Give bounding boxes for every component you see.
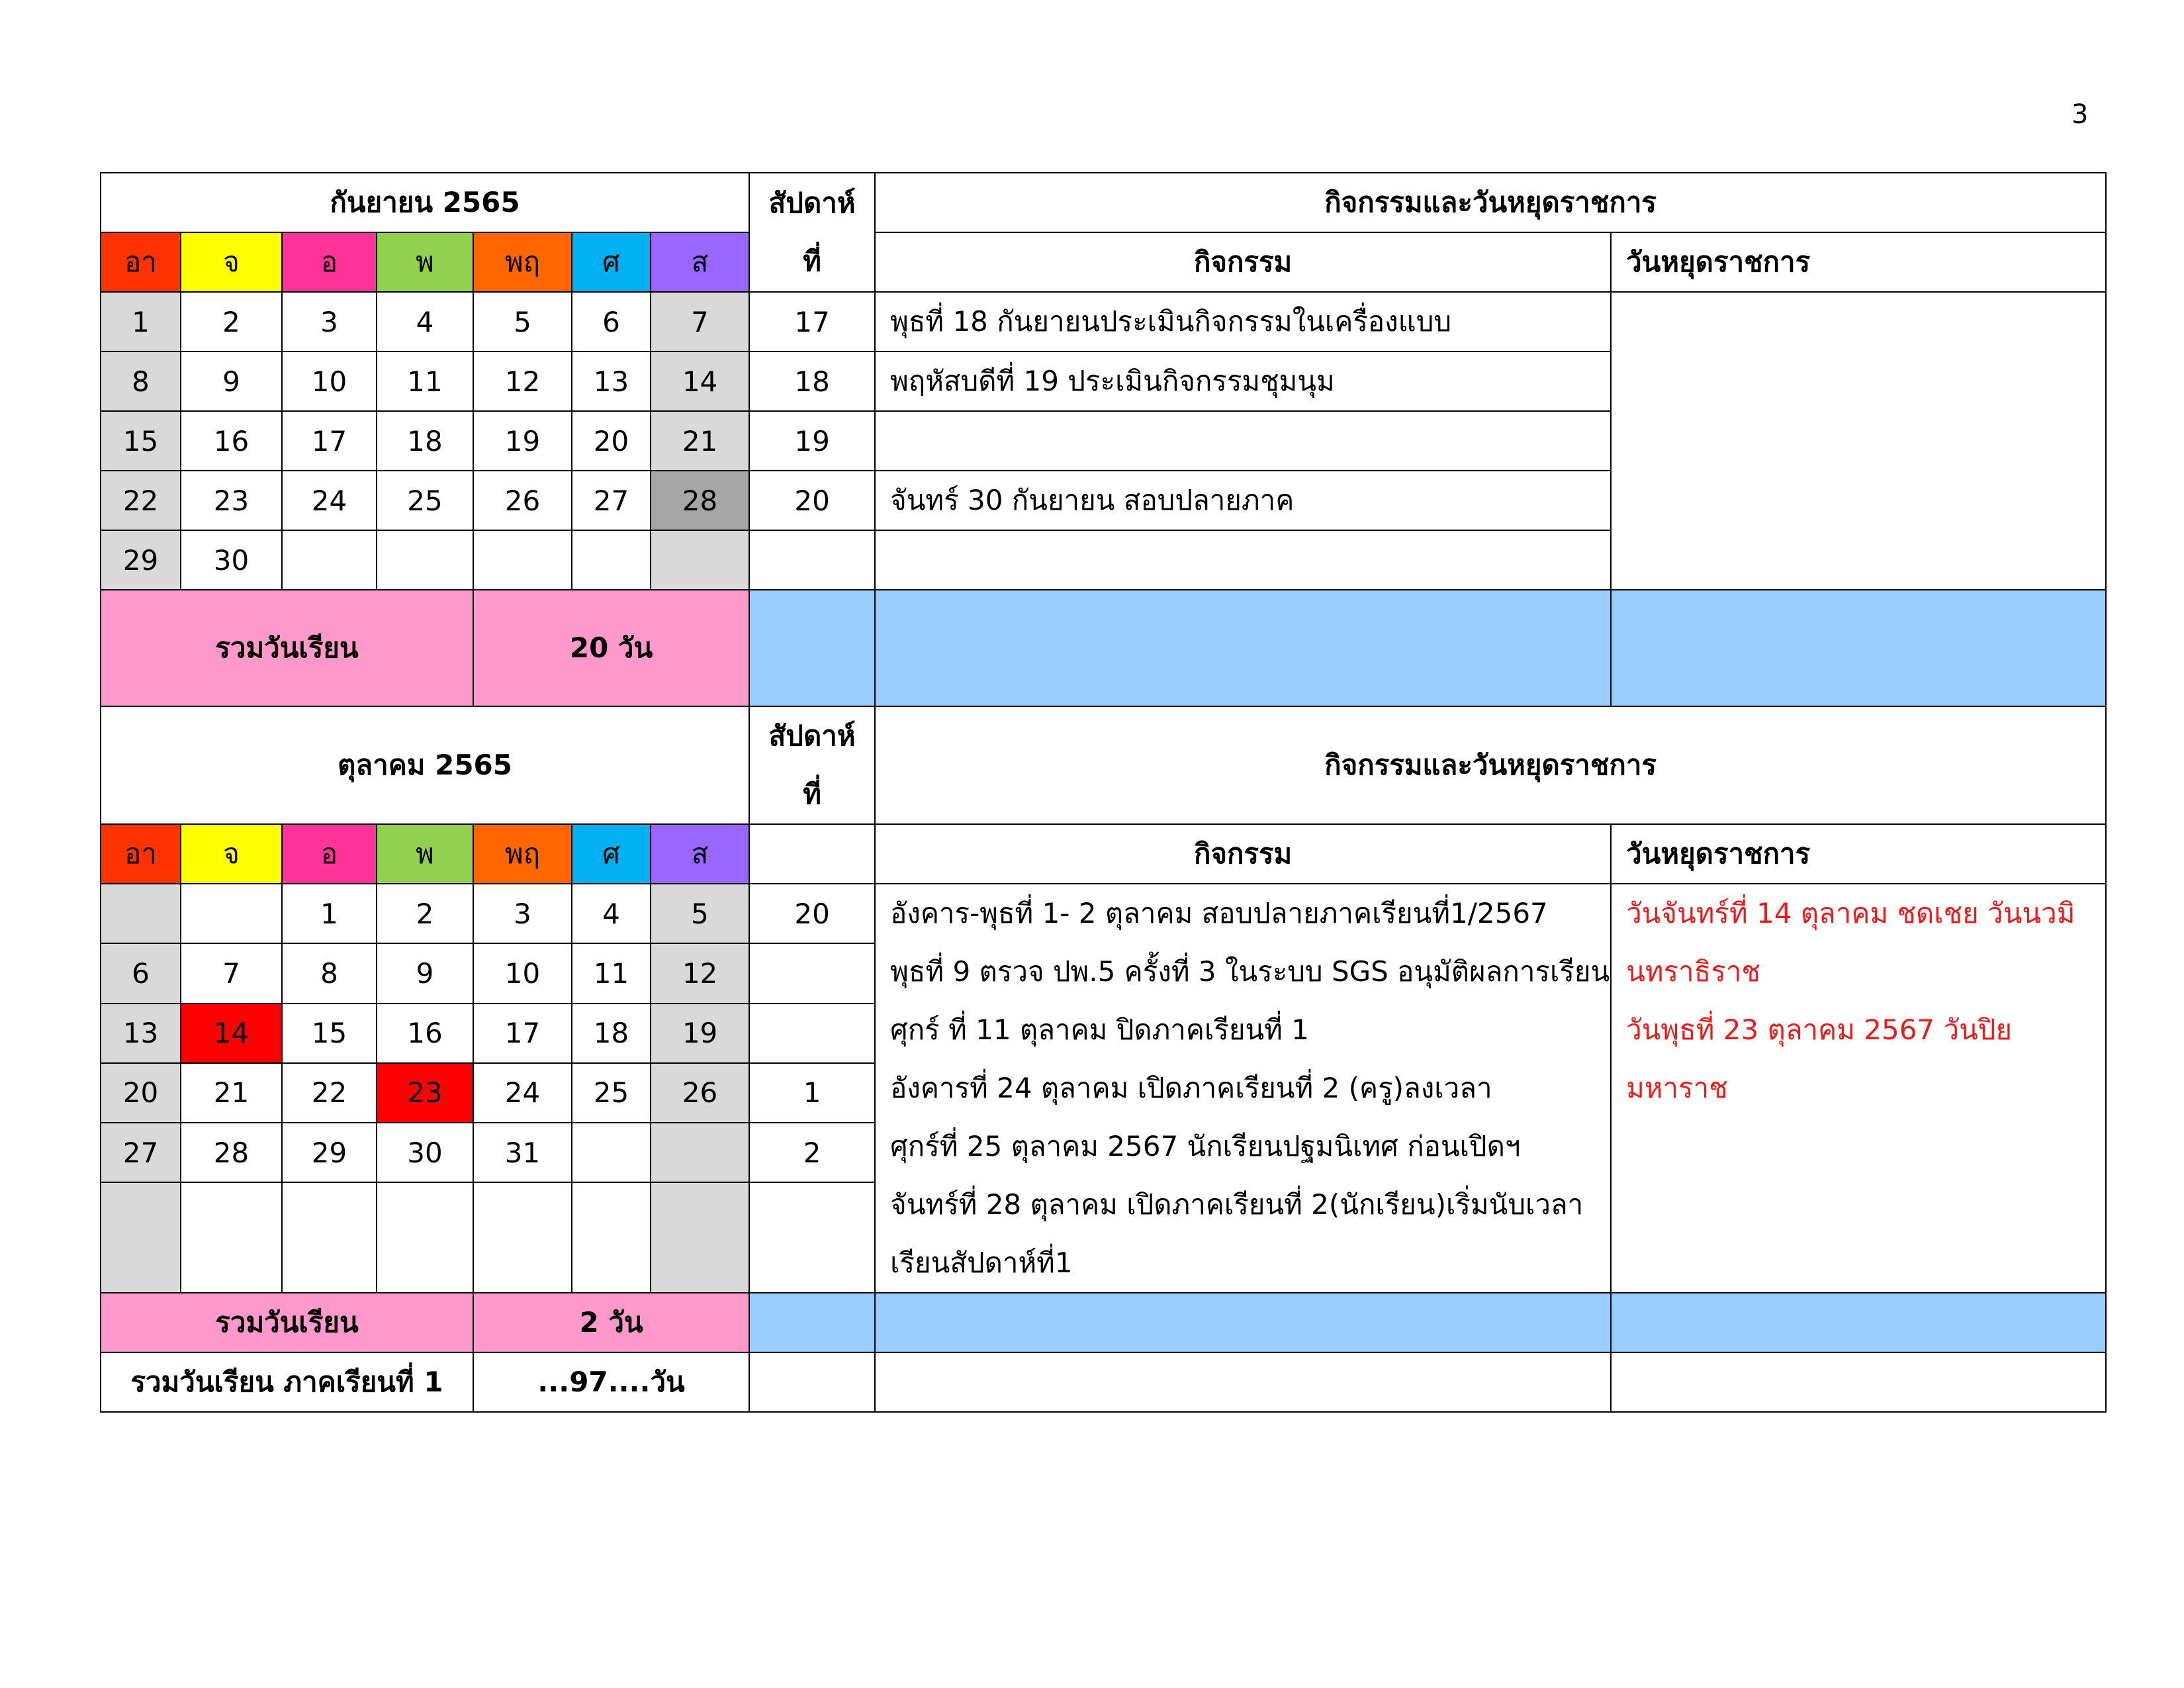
activity-cell: จันทร์ 30 กันยายน สอบปลายภาค xyxy=(875,471,1611,530)
day-cell: 1 xyxy=(282,884,377,943)
day-cell: 10 xyxy=(473,943,572,1003)
day-cell: 26 xyxy=(473,471,572,530)
day-cell: 3 xyxy=(282,292,377,352)
total-blue-cell xyxy=(1611,590,2106,706)
day-cell: 13 xyxy=(101,1004,181,1063)
activity-line: อังคารที่ 24 ตุลาคม เปิดภาคเรียนที่ 2 (ครู)ลงเวลา xyxy=(890,1072,1492,1104)
semester-blank-cell xyxy=(1611,1352,2106,1412)
day-cell xyxy=(282,530,377,590)
day-cell: 17 xyxy=(473,1004,572,1063)
holiday-line: นทราธิราช xyxy=(1626,955,1760,988)
day-cell: 26 xyxy=(651,1063,749,1123)
october-total-label: รวมวันเรียน xyxy=(101,1293,473,1352)
holiday-line: มหาราช xyxy=(1626,1072,1728,1104)
day-cell: 15 xyxy=(101,411,181,471)
activity-cell xyxy=(875,411,1611,471)
october-total-value: 2 วัน xyxy=(473,1293,749,1352)
day-header-mon: จ xyxy=(181,824,282,884)
activity-line: พุธที่ 9 ตรวจ ปพ.5 ครั้งที่ 3 ในระบบ SGS อนุมัติผลการเรียน xyxy=(890,955,1610,988)
day-cell: 8 xyxy=(101,352,181,411)
day-cell: 11 xyxy=(377,352,473,411)
day-cell: 1 xyxy=(101,292,181,352)
october-total-row xyxy=(101,1293,2106,1352)
october-week-blank xyxy=(749,824,875,884)
day-header-thu: พฤ xyxy=(473,232,572,292)
day-cell: 12 xyxy=(473,352,572,411)
day-cell: 22 xyxy=(101,471,181,530)
september-week-header: สัปดาห์ ที่ xyxy=(749,173,875,292)
semester-total-value: ...97....วัน xyxy=(473,1352,749,1412)
october-week-header: สัปดาห์ ที่ xyxy=(749,706,875,824)
day-cell: 5 xyxy=(473,292,572,352)
september-activities-holidays-header: กิจกรรมและวันหยุดราชการ xyxy=(875,173,2106,232)
day-cell: 15 xyxy=(282,1004,377,1063)
day-cell: 3 xyxy=(473,884,572,943)
day-cell xyxy=(282,1182,377,1293)
day-cell xyxy=(651,1123,749,1182)
day-cell: 18 xyxy=(572,1004,651,1063)
table-row xyxy=(101,884,2106,943)
day-header-mon: จ xyxy=(181,232,282,292)
day-cell: 11 xyxy=(572,943,651,1003)
total-blue-cell xyxy=(749,590,875,706)
day-cell: 24 xyxy=(282,471,377,530)
day-cell: 27 xyxy=(101,1123,181,1182)
day-cell: 12 xyxy=(651,943,749,1003)
total-blue-cell xyxy=(875,1293,1611,1352)
day-cell: 6 xyxy=(101,943,181,1003)
total-blue-cell xyxy=(749,1293,875,1352)
activity-cell: พฤหัสบดีที่ 19 ประเมินกิจกรรมชุมนุม xyxy=(875,352,1611,411)
october-holidays-cell xyxy=(1611,884,2106,1293)
week-number: 20 xyxy=(749,471,875,530)
day-cell: 9 xyxy=(377,943,473,1003)
day-cell: 17 xyxy=(282,411,377,471)
day-cell xyxy=(101,884,181,943)
day-cell: 2 xyxy=(377,884,473,943)
september-total-value: 20 วัน xyxy=(473,590,749,706)
day-header-fri: ศ xyxy=(572,232,651,292)
day-cell: 19 xyxy=(651,1004,749,1063)
september-activities-header: กิจกรรม xyxy=(875,232,1611,292)
day-cell: 8 xyxy=(282,943,377,1003)
week-number xyxy=(749,1182,875,1293)
holiday-day-cell: 14 xyxy=(181,1004,282,1063)
day-cell: 18 xyxy=(377,411,473,471)
activity-line: ศุกร์ที่ 25 ตุลาคม 2567 นักเรียนปฐมนิเทศ ก่อนเปิดฯ xyxy=(890,1130,1521,1162)
day-cell xyxy=(181,1182,282,1293)
day-header-thu: พฤ xyxy=(473,824,572,884)
day-header-wed: พ xyxy=(377,824,473,884)
total-blue-cell xyxy=(875,590,1611,706)
september-total-label: รวมวันเรียน xyxy=(101,590,473,706)
day-header-sat: ส xyxy=(651,232,749,292)
week-number xyxy=(749,1004,875,1063)
activity-cell: พุธที่ 18 กันยายนประเมินกิจกรรมในเครื่องแบบ xyxy=(875,292,1611,352)
day-cell xyxy=(572,1123,651,1182)
day-cell xyxy=(181,884,282,943)
week-number xyxy=(749,530,875,590)
calendar-table xyxy=(100,172,2107,1413)
semester-total-row xyxy=(101,1352,2106,1412)
day-cell: 25 xyxy=(377,471,473,530)
october-activities-header: กิจกรรม xyxy=(875,824,1611,884)
day-cell: 29 xyxy=(101,530,181,590)
day-cell: 4 xyxy=(572,884,651,943)
day-cell xyxy=(473,530,572,590)
day-cell: 30 xyxy=(377,1123,473,1182)
day-header-tue: อ xyxy=(282,232,377,292)
activity-line: จันทร์ที่ 28 ตุลาคม เปิดภาคเรียนที่ 2(นักเรียน)เริ่มนับเวลา xyxy=(890,1188,1584,1221)
holiday-day-cell: 23 xyxy=(377,1063,473,1123)
day-header-sun: อา xyxy=(101,824,181,884)
september-month-title: กันยายน 2565 xyxy=(101,173,749,232)
day-header-wed: พ xyxy=(377,232,473,292)
semester-total-label: รวมวันเรียน ภาคเรียนที่ 1 xyxy=(101,1352,473,1412)
day-cell: 21 xyxy=(651,411,749,471)
total-blue-cell xyxy=(1611,1293,2106,1352)
day-cell: 16 xyxy=(377,1004,473,1063)
week-number: 18 xyxy=(749,352,875,411)
day-cell: 28 xyxy=(651,471,749,530)
week-number: 17 xyxy=(749,292,875,352)
week-number: 19 xyxy=(749,411,875,471)
september-total-row xyxy=(101,590,2106,706)
october-activities-cell xyxy=(875,884,1611,1293)
day-cell: 20 xyxy=(101,1063,181,1123)
day-cell: 22 xyxy=(282,1063,377,1123)
day-cell xyxy=(572,530,651,590)
day-cell xyxy=(651,1182,749,1293)
week-number: 2 xyxy=(749,1123,875,1182)
october-month-title: ตุลาคม 2565 xyxy=(101,706,749,824)
activity-line: อังคาร-พุธที่ 1- 2 ตุลาคม สอบปลายภาคเรียนที่1/2567 xyxy=(890,897,1548,929)
holiday-line: วันจันทร์ที่ 14 ตุลาคม ชดเชย วันนวมิ xyxy=(1626,897,2075,929)
september-holidays-header: วันหยุดราชการ xyxy=(1611,232,2106,292)
day-cell: 14 xyxy=(651,352,749,411)
day-cell: 7 xyxy=(181,943,282,1003)
semester-blank-cell xyxy=(749,1352,875,1412)
activity-line: เรียนสัปดาห์ที่1 xyxy=(890,1246,1073,1279)
day-cell: 5 xyxy=(651,884,749,943)
day-cell: 31 xyxy=(473,1123,572,1182)
day-header-fri: ศ xyxy=(572,824,651,884)
day-cell: 2 xyxy=(181,292,282,352)
week-number: 1 xyxy=(749,1063,875,1123)
day-cell: 20 xyxy=(572,411,651,471)
day-cell: 13 xyxy=(572,352,651,411)
day-cell: 24 xyxy=(473,1063,572,1123)
day-header-tue: อ xyxy=(282,824,377,884)
holiday-line: วันพุธที่ 23 ตุลาคม 2567 วันปิย xyxy=(1626,1013,2013,1046)
day-cell xyxy=(572,1182,651,1293)
day-cell: 19 xyxy=(473,411,572,471)
day-cell: 6 xyxy=(572,292,651,352)
day-cell xyxy=(101,1182,181,1293)
day-cell: 27 xyxy=(572,471,651,530)
week-number xyxy=(749,943,875,1003)
september-holidays-cell xyxy=(1611,292,2106,590)
day-cell: 21 xyxy=(181,1063,282,1123)
day-cell: 23 xyxy=(181,471,282,530)
day-cell xyxy=(377,1182,473,1293)
day-header-sat: ส xyxy=(651,824,749,884)
week-number: 20 xyxy=(749,884,875,943)
october-holidays-header: วันหยุดราชการ xyxy=(1611,824,2106,884)
day-cell: 25 xyxy=(572,1063,651,1123)
semester-blank-cell xyxy=(875,1352,1611,1412)
day-cell: 28 xyxy=(181,1123,282,1182)
day-cell: 29 xyxy=(282,1123,377,1182)
activity-cell xyxy=(875,530,1611,590)
day-cell xyxy=(377,530,473,590)
day-cell: 10 xyxy=(282,352,377,411)
activity-line: ศุกร์ ที่ 11 ตุลาคม ปิดภาคเรียนที่ 1 xyxy=(890,1013,1309,1046)
day-cell xyxy=(473,1182,572,1293)
october-activities-holidays-header: กิจกรรมและวันหยุดราชการ xyxy=(875,706,2106,824)
day-cell: 4 xyxy=(377,292,473,352)
day-header-sun: อา xyxy=(101,232,181,292)
table-row xyxy=(101,292,2106,352)
day-cell: 9 xyxy=(181,352,282,411)
page-number: 3 xyxy=(2071,99,2089,130)
day-cell: 16 xyxy=(181,411,282,471)
day-cell xyxy=(651,530,749,590)
day-cell: 7 xyxy=(651,292,749,352)
day-cell: 30 xyxy=(181,530,282,590)
